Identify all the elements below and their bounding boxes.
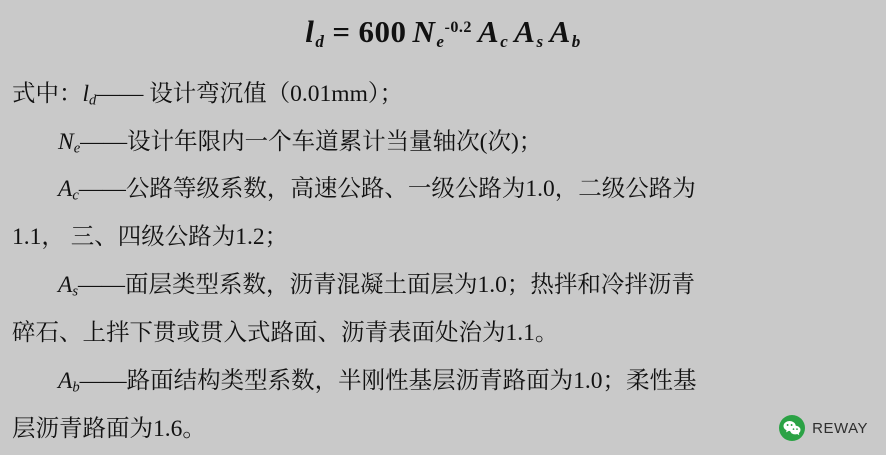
formula-n-exponent: -0.2 — [444, 19, 472, 37]
wechat-account-name: REWAY — [812, 419, 868, 437]
where-label: 式中： — [12, 80, 83, 107]
formula-as-subscript: s — [536, 31, 544, 51]
formula-as-variable: A — [514, 14, 536, 49]
definition-ne-text: ——设计年限内一个车道累计当量轴次(次)； — [80, 128, 543, 155]
symbol-ne: $N_e$ — [58, 128, 81, 157]
definition-ld — [12, 74, 876, 116]
formula-n-variable: N — [412, 14, 436, 49]
formula-n-subscript: e — [436, 31, 445, 51]
definition-ab — [12, 361, 876, 403]
formula-lhs-subscript: d — [315, 31, 325, 51]
definition-as-continued: 碎石、上拌下贯或贯入式路面、沥青表面处治为1.1。 — [12, 319, 559, 346]
wechat-icon — [779, 415, 805, 441]
formula-block — [0, 0, 886, 52]
definition-ac-text: ——公路等级系数，高速公路、一级公路为1.0，二级公路为 — [78, 176, 696, 203]
formula-ab-variable: A — [549, 14, 571, 49]
definition-ld-text: —— 设计弯沉值（0.01mm）； — [96, 80, 404, 107]
symbol-ab: $A_b$ — [58, 367, 80, 396]
formula-lhs-variable: l — [305, 14, 315, 49]
formula-equals: = — [332, 14, 351, 49]
definition-list — [0, 52, 886, 451]
definition-ab-text: ——路面结构类型系数，半刚性基层沥青路面为1.0；柔性基 — [79, 367, 697, 394]
definition-ab-continued: 层沥青路面为1.6。 — [12, 415, 206, 442]
formula-coefficient: 600 — [358, 14, 407, 49]
definition-ac-continued: 1.1， 三、四级公路为1.2； — [12, 224, 289, 251]
symbol-as: $A_s$ — [58, 272, 79, 300]
symbol-ld: $l_d$ — [82, 80, 97, 109]
formula-ab-subscript: b — [571, 31, 581, 51]
definition-as-text: ——面层类型系数，沥青混凝土面层为1.0；热拌和冷拌沥青 — [78, 272, 695, 299]
definition-ne — [12, 122, 876, 164]
symbol-ac: $A_c$ — [58, 176, 79, 205]
definition-ac — [12, 169, 876, 211]
formula-ac-subscript: c — [500, 31, 509, 51]
formula-ac-variable: A — [478, 14, 500, 49]
wechat-watermark — [775, 413, 872, 443]
definition-as — [12, 265, 876, 307]
